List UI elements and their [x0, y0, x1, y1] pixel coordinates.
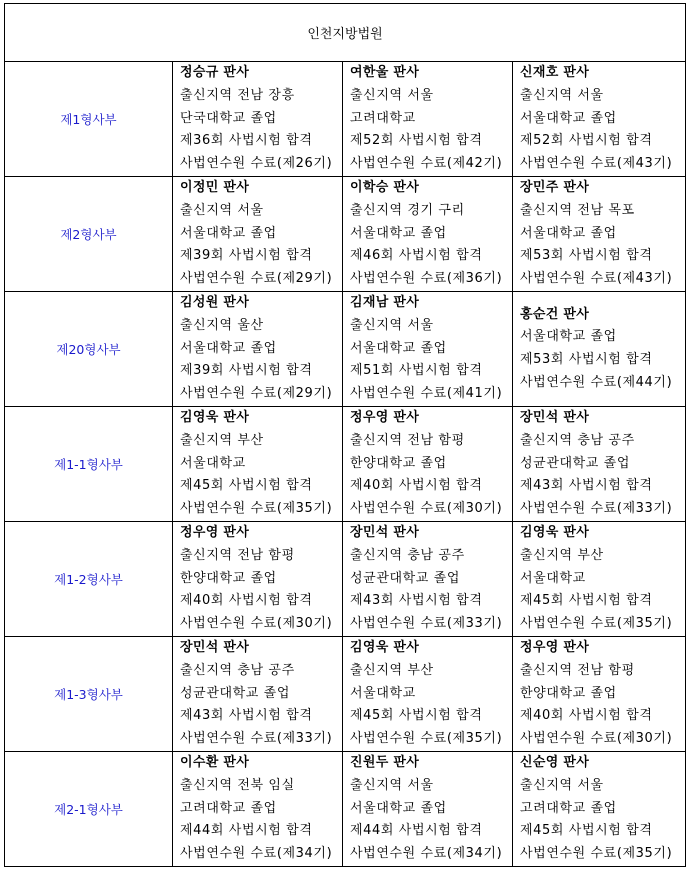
- judge-detail-line: 출신지역 경기 구리: [350, 202, 465, 218]
- judge-cell: [343, 407, 513, 522]
- judge-detail-line: 성균관대학교 졸업: [350, 570, 460, 586]
- judge-cell: [343, 177, 513, 292]
- division-row: [5, 177, 686, 292]
- judge-name: 장민석 판사: [180, 640, 250, 656]
- judge-cell: [513, 292, 686, 407]
- judge-detail-line: 제45회 사법시험 합격: [350, 708, 483, 724]
- judge-cell: [513, 62, 686, 177]
- judge-detail-line: 사법연수원 수료(제30기): [180, 616, 333, 632]
- judge-detail-line: 출신지역 충남 공주: [520, 432, 635, 448]
- judge-detail-line: 고려대학교 졸업: [520, 800, 617, 816]
- judge-detail-line: 서울대학교: [520, 570, 586, 586]
- judge-detail-line: 서울대학교 졸업: [520, 110, 617, 126]
- judge-cell: [173, 407, 343, 522]
- judge-name: 이수환 판사: [180, 755, 250, 771]
- judge-name: 김영욱 판사: [180, 410, 250, 426]
- judge-name: 이정민 판사: [180, 180, 250, 196]
- judge-detail-line: 고려대학교 졸업: [180, 800, 277, 816]
- court-roster-body: [5, 4, 686, 867]
- judge-detail-line: 서울대학교 졸업: [350, 340, 447, 356]
- judge-detail-line: 서울대학교: [180, 455, 246, 471]
- judge-detail-line: 사법연수원 수료(제30기): [350, 501, 503, 517]
- judge-detail-line: 출신지역 전북 임실: [180, 777, 295, 793]
- judge-name: 신순영 판사: [520, 755, 590, 771]
- judge-cell: [513, 522, 686, 637]
- judge-cell: [173, 637, 343, 752]
- judge-detail-line: 제44회 사법시험 합격: [180, 823, 313, 839]
- judge-detail-line: 출신지역 서울: [520, 777, 604, 793]
- judge-detail-line: 서울대학교: [350, 685, 416, 701]
- judge-detail-line: 제44회 사법시험 합격: [350, 823, 483, 839]
- judge-detail-line: 제40회 사법시험 합격: [520, 708, 653, 724]
- judge-detail-line: 제52회 사법시험 합격: [520, 133, 653, 149]
- division-name: 제1-2형사부: [5, 522, 173, 637]
- judge-detail-line: 제53회 사법시험 합격: [520, 248, 653, 264]
- judge-detail-line: 사법연수원 수료(제44기): [520, 374, 673, 390]
- judge-detail-line: 출신지역 충남 공주: [180, 662, 295, 678]
- division-row: [5, 292, 686, 407]
- judge-detail-line: 사법연수원 수료(제26기): [180, 156, 333, 172]
- judge-cell: [513, 637, 686, 752]
- division-name: 제2형사부: [5, 177, 173, 292]
- judge-detail-line: 사법연수원 수료(제41기): [350, 386, 503, 402]
- judge-cell: [173, 522, 343, 637]
- judge-cell: [173, 292, 343, 407]
- judge-cell: [343, 292, 513, 407]
- judge-detail-line: 제40회 사법시험 합격: [180, 593, 313, 609]
- judge-name: 장민석 판사: [520, 410, 590, 426]
- judge-detail-line: 사법연수원 수료(제35기): [520, 616, 673, 632]
- judge-detail-line: 제51회 사법시험 합격: [350, 363, 483, 379]
- judge-name: 장민주 판사: [520, 180, 590, 196]
- judge-name: 정우영 판사: [520, 640, 590, 656]
- judge-name: 김성원 판사: [180, 295, 250, 311]
- judge-detail-line: 제39회 사법시험 합격: [180, 363, 313, 379]
- judge-detail-line: 제45회 사법시험 합격: [520, 823, 653, 839]
- judge-name: 홍순건 판사: [520, 306, 590, 322]
- court-roster-table: [4, 3, 686, 867]
- judge-cell: [173, 177, 343, 292]
- judge-detail-line: 출신지역 전남 함평: [350, 432, 465, 448]
- judge-detail-line: 출신지역 서울: [350, 317, 434, 333]
- judge-cell: [513, 177, 686, 292]
- judge-detail-line: 출신지역 전남 함평: [520, 662, 635, 678]
- judge-detail-line: 사법연수원 수료(제43기): [520, 156, 673, 172]
- judge-detail-line: 서울대학교 졸업: [520, 225, 617, 241]
- judge-detail-line: 서울대학교 졸업: [180, 340, 277, 356]
- judge-detail-line: 성균관대학교 졸업: [180, 685, 290, 701]
- judge-detail-line: 제40회 사법시험 합격: [350, 478, 483, 494]
- division-name: 제20형사부: [5, 292, 173, 407]
- division-name: 제1-1형사부: [5, 407, 173, 522]
- judge-name: 장민석 판사: [350, 525, 420, 541]
- judge-detail-line: 제53회 사법시험 합격: [520, 352, 653, 367]
- judge-detail-line: 사법연수원 수료(제33기): [350, 616, 503, 632]
- judge-detail-line: 서울대학교 졸업: [350, 800, 447, 816]
- judge-detail-line: 제46회 사법시험 합격: [350, 248, 483, 264]
- judge-detail-line: 사법연수원 수료(제35기): [350, 731, 503, 747]
- division-name: 제1형사부: [5, 62, 173, 177]
- judge-detail-line: 사법연수원 수료(제43기): [520, 271, 673, 287]
- judge-detail-line: 사법연수원 수료(제34기): [350, 846, 503, 862]
- judge-detail-line: 제45회 사법시험 합격: [520, 593, 653, 609]
- judge-detail-line: 사법연수원 수료(제35기): [180, 501, 333, 517]
- judge-name: 김재남 판사: [350, 295, 420, 311]
- judge-detail-line: 출신지역 전남 함평: [180, 547, 295, 563]
- judge-detail-line: 서울대학교 졸업: [520, 329, 617, 345]
- judge-detail-line: 출신지역 부산: [350, 662, 434, 678]
- judge-detail-line: 성균관대학교 졸업: [520, 455, 630, 471]
- judge-name: 신재호 판사: [520, 65, 590, 81]
- judge-detail-line: 단국대학교 졸업: [180, 110, 277, 126]
- judge-name: 김영욱 판사: [350, 640, 420, 656]
- division-row: [5, 522, 686, 637]
- judge-detail-line: 서울대학교 졸업: [180, 225, 277, 241]
- judge-detail-line: 한양대학교 졸업: [520, 685, 617, 701]
- judge-detail-line: 서울대학교 졸업: [350, 225, 447, 241]
- judge-name: 진원두 판사: [350, 755, 420, 771]
- judge-detail-line: 출신지역 서울: [350, 777, 434, 793]
- judge-detail-line: 한양대학교 졸업: [350, 455, 447, 471]
- division-row: [5, 407, 686, 522]
- judge-name: 이학승 판사: [350, 180, 420, 196]
- judge-detail-line: 제43회 사법시험 합격: [180, 708, 313, 724]
- judge-cell: [513, 407, 686, 522]
- judge-cell: [173, 752, 343, 867]
- judge-detail-line: 제43회 사법시험 합격: [350, 593, 483, 609]
- judge-detail-line: 제52회 사법시험 합격: [350, 133, 483, 149]
- judge-detail-line: 제39회 사법시험 합격: [180, 248, 313, 264]
- judge-detail-line: 사법연수원 수료(제29기): [180, 386, 333, 402]
- judge-detail-line: 출신지역 서울: [520, 87, 604, 103]
- division-row: [5, 752, 686, 867]
- judge-detail-line: 출신지역 서울: [180, 202, 264, 218]
- judge-detail-line: 출신지역 부산: [180, 432, 264, 448]
- judge-detail-line: 사법연수원 수료(제34기): [180, 846, 333, 862]
- division-row: [5, 637, 686, 752]
- judge-detail-line: 한양대학교 졸업: [180, 570, 277, 586]
- judge-name: 여한울 판사: [350, 65, 420, 81]
- judge-cell: [343, 752, 513, 867]
- judge-detail-line: 출신지역 서울: [350, 87, 434, 103]
- judge-name: 정우영 판사: [180, 525, 250, 541]
- judge-cell: [343, 637, 513, 752]
- judge-detail-line: 출신지역 충남 공주: [350, 547, 465, 563]
- judge-detail-line: 출신지역 전남 장흥: [180, 87, 295, 103]
- court-title: 인천지방법원: [5, 4, 686, 62]
- judge-cell: [343, 62, 513, 177]
- title-row: [5, 4, 686, 62]
- division-name: 제2-1형사부: [5, 752, 173, 867]
- judge-detail-line: 출신지역 전남 목포: [520, 202, 635, 218]
- judge-name: 정승규 판사: [180, 65, 250, 81]
- judge-detail-line: 사법연수원 수료(제36기): [350, 271, 503, 287]
- judge-detail-line: 사법연수원 수료(제42기): [350, 156, 503, 172]
- judge-detail-line: 사법연수원 수료(제33기): [180, 731, 333, 747]
- judge-detail-line: 출신지역 부산: [520, 547, 604, 563]
- judge-detail-line: 사법연수원 수료(제33기): [520, 501, 673, 517]
- judge-detail-line: 사법연수원 수료(제30기): [520, 731, 673, 747]
- judge-detail-line: 제36회 사법시험 합격: [180, 133, 313, 149]
- judge-name: 김영욱 판사: [520, 525, 590, 541]
- division-row: [5, 62, 686, 177]
- judge-cell: [173, 62, 343, 177]
- judge-name: 정우영 판사: [350, 410, 420, 426]
- judge-detail-line: 사법연수원 수료(제29기): [180, 271, 333, 287]
- judge-detail-line: 제43회 사법시험 합격: [520, 478, 653, 494]
- division-name: 제1-3형사부: [5, 637, 173, 752]
- judge-detail-line: 사법연수원 수료(제35기): [520, 846, 673, 862]
- judge-detail-line: 고려대학교: [350, 110, 416, 126]
- judge-detail-line: 출신지역 울산: [180, 317, 264, 333]
- judge-cell: [513, 752, 686, 867]
- judge-cell: [343, 522, 513, 637]
- judge-detail-line: 제45회 사법시험 합격: [180, 478, 313, 494]
